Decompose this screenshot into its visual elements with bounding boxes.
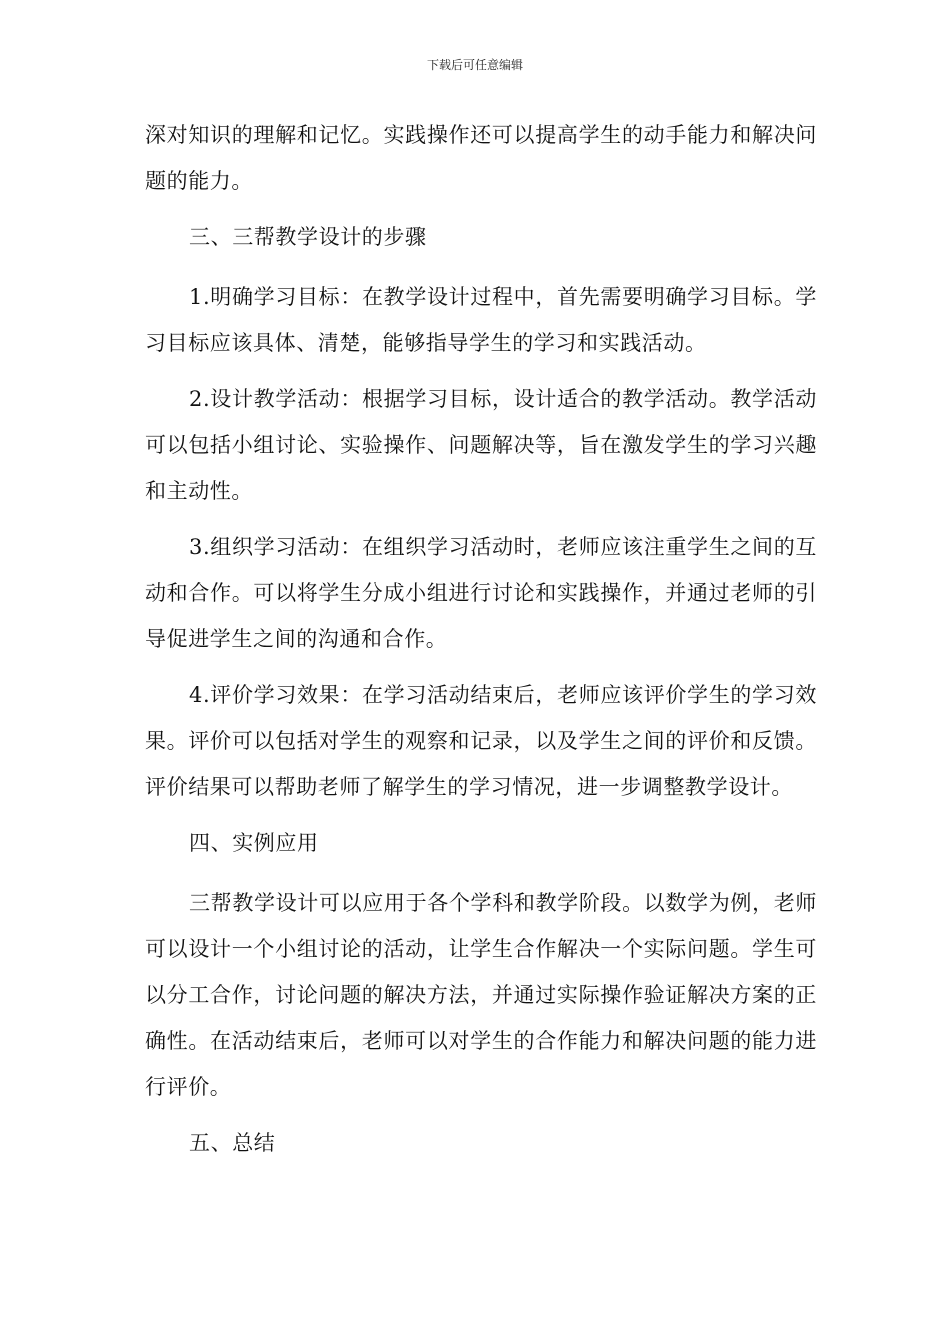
paragraph-continued: 深对知识的理解和记忆。实践操作还可以提高学生的动手能力和解决问题的能力。 (145, 123, 817, 193)
page-header: 下载后可任意编辑 (426, 58, 523, 72)
paragraph-step-2: 2.设计教学活动：根据学习目标，设计适合的教学活动。教学活动可以包括小组讨论、实验操作、问题解决等，旨在激发学生的学习兴趣和主动性。 (145, 387, 817, 503)
paragraph-example: 三帮教学设计可以应用于各个学科和教学阶段。以数学为例，老师可以设计一个小组讨论的活动，让学生合作解决一个实际问题。学生可以分工合作，讨论问题的解决方法，并通过实际操作验证解决方案的正确性。在活动结束后，老师可以对学生的合作能力和解决问题的能力进行评价。 (145, 891, 817, 1099)
paragraph-step-3: 3.组织学习活动：在组织学习活动时，老师应该注重学生之间的互动和合作。可以将学生分成小组进行讨论和实践操作，并通过老师的引导促进学生之间的沟通和合作。 (145, 535, 817, 651)
section-heading-examples: 四、实例应用 (189, 831, 319, 855)
section-heading-steps: 三、三帮教学设计的步骤 (189, 225, 427, 249)
paragraph-step-1: 1.明确学习目标：在教学设计过程中，首先需要明确学习目标。学习目标应该具体、清楚，能够指导学生的学习和实践活动。 (145, 285, 817, 355)
section-heading-summary: 五、总结 (189, 1131, 276, 1155)
document-body (145, 112, 817, 1180)
paragraph-step-4: 4.评价学习效果：在学习活动结束后，老师应该评价学生的学习效果。评价可以包括对学生的观察和记录，以及学生之间的评价和反馈。评价结果可以帮助老师了解学生的学习情况，进一步调整教学设计。 (145, 683, 817, 799)
